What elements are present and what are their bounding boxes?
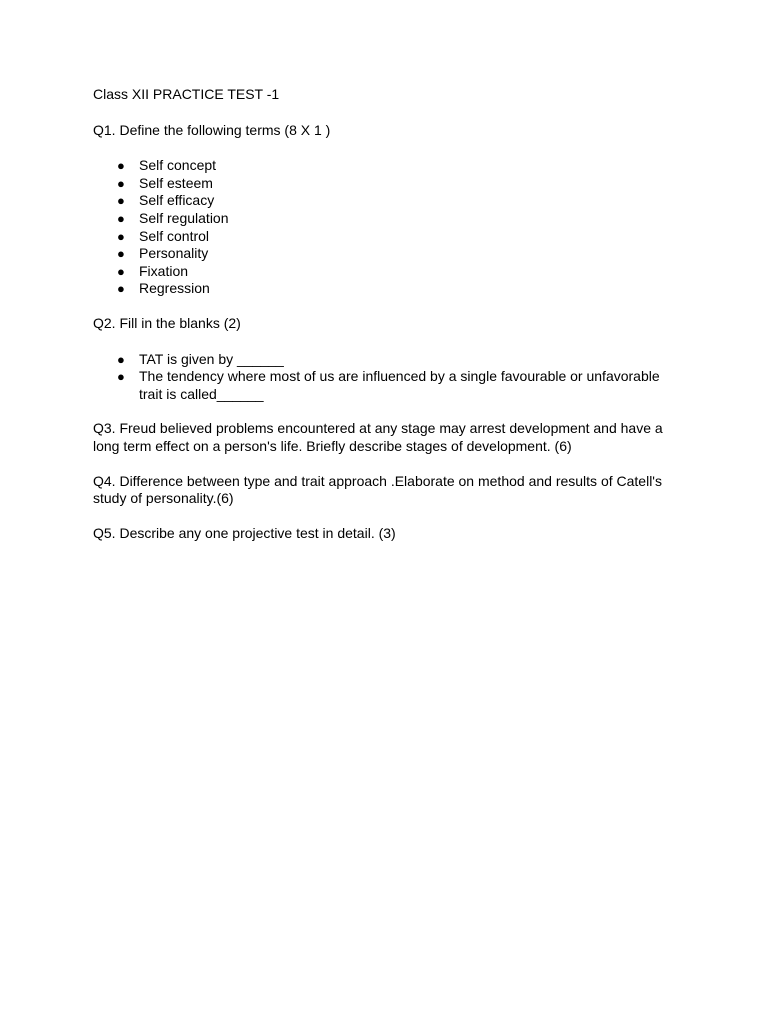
list-item-text: Personality (139, 245, 209, 262)
list-item (93, 210, 683, 228)
question-4 (93, 473, 683, 508)
list-item-text: Self esteem (139, 174, 213, 191)
list-item-text: Regression (139, 280, 210, 297)
bullet-icon: ● (117, 281, 125, 297)
bullet-icon: ● (117, 158, 125, 174)
list-item-text: Self control (139, 227, 210, 244)
list-item-text: The tendency where most of us are influenced by a single favourable or unfavorable trait is called______ (139, 368, 660, 402)
question-1 (93, 122, 683, 298)
question-5 (93, 525, 683, 543)
bullet-icon: ● (117, 193, 125, 209)
list-item (93, 368, 683, 403)
bullet-icon: ● (117, 263, 125, 279)
question-1-term-list (93, 157, 683, 298)
list-item (93, 280, 683, 298)
page-title: Class XII PRACTICE TEST -1 (93, 86, 280, 102)
list-item-text: TAT is given by ______ (139, 350, 284, 367)
question-3-text: Q3. Freud believed problems encountered at any stage may arrest development and have a long term effect on a person's life. Briefly describe stages of development. (6) (93, 420, 663, 454)
bullet-icon: ● (117, 369, 125, 385)
bullet-icon: ● (117, 246, 125, 262)
bullet-icon: ● (117, 210, 125, 226)
question-2 (93, 315, 683, 403)
list-item (93, 175, 683, 193)
question-1-text: Q1. Define the following terms (8 X 1 ) (93, 121, 331, 138)
list-item (93, 157, 683, 175)
question-5-text: Q5. Describe any one projective test in detail. (3) (93, 524, 396, 541)
list-item-text: Fixation (139, 262, 189, 279)
question-3 (93, 420, 683, 455)
list-item (93, 351, 683, 369)
list-item-text: Self concept (139, 157, 217, 174)
list-item (93, 263, 683, 281)
document-page (93, 86, 683, 559)
question-4-text: Q4. Difference between type and trait approach .Elaborate on method and results of Catell's study of personality.(6) (93, 472, 662, 507)
question-2-blank-list (93, 351, 683, 404)
list-item (93, 245, 683, 263)
list-item (93, 192, 683, 210)
bullet-icon: ● (117, 175, 125, 191)
list-item (93, 228, 683, 246)
bullet-icon: ● (117, 351, 125, 367)
list-item-text: Self efficacy (139, 192, 215, 209)
list-item-text: Self regulation (139, 209, 229, 226)
bullet-icon: ● (117, 228, 125, 244)
question-2-text: Q2. Fill in the blanks (2) (93, 314, 241, 331)
